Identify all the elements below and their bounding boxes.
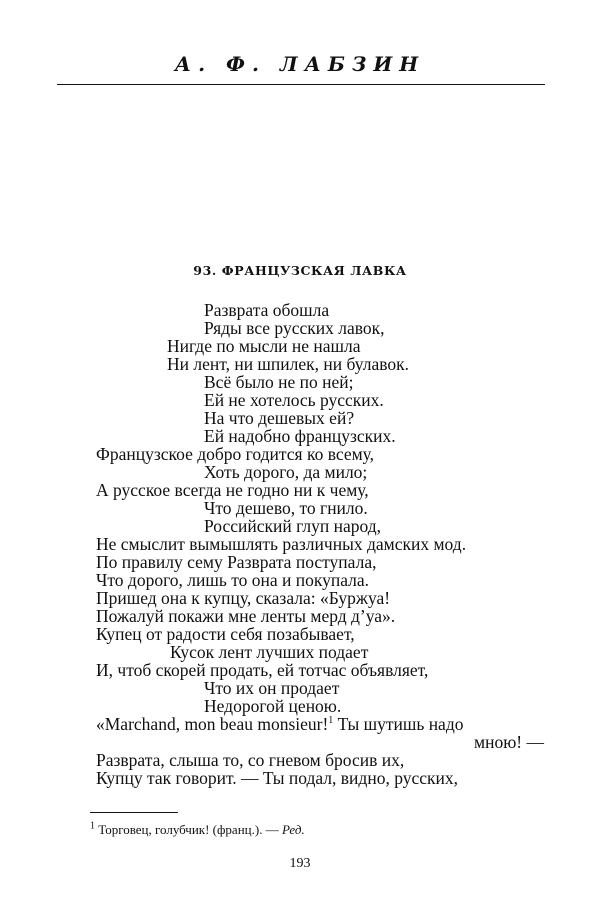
poem-title: 93. ФРАНЦУЗСКАЯ ЛАВКА (193, 263, 407, 278)
verse-line: Пожалуй покажи мне ленты мерд д’уа». (96, 606, 396, 626)
verse-line: Разврата обошла (204, 300, 330, 320)
verse-line: Всё было не по ней; (204, 372, 354, 392)
verse-line: На что дешевых ей? (204, 408, 355, 428)
verse-line: Что дешево, то гнило. (204, 498, 368, 518)
header-rule (57, 84, 545, 85)
verse-line: Что их он продает (204, 678, 340, 698)
verse-line: По правилу сему Разврата поступала, (96, 552, 377, 572)
verse-line: Ряды все русских лавок, (204, 318, 385, 338)
page-number: 193 (289, 856, 311, 871)
footnote-number: 1 (90, 820, 95, 832)
verse-line (96, 715, 463, 733)
verse-line: Хоть дорого, да мило; (204, 462, 368, 482)
verse-line: Разврата, слыша то, со гневом бросив их, (96, 750, 405, 770)
verse-line: И, чтоб скорей продать, ей тотчас объявляет, (96, 660, 429, 680)
verse-line: Ни лент, ни шпилек, ни булавок. (167, 354, 409, 374)
verse-line: А русское всегда не годно ни к чему, (96, 480, 369, 500)
verse-line: Купец от радости себя позабывает, (96, 624, 355, 644)
verse-line: Российский глуп народ, (204, 516, 382, 536)
verse-line: Кусок лент лучших подает (170, 642, 369, 662)
verse-text: Ты шутишь надо (337, 714, 464, 734)
verse-line-continuation: мною! — (474, 732, 544, 752)
verse-line: Французское добро годится ко всему, (96, 444, 375, 464)
verse-line: Купцу так говорит. — Ты подал, видно, русских, (96, 768, 458, 788)
verse-line: Пришед она к купцу, сказала: «Буржуа! (96, 588, 391, 608)
footnote-rule (90, 812, 178, 813)
verse-line: Недорогой ценою. (204, 696, 342, 716)
footnote-text: Торговец, голубчик! (франц.). — (98, 822, 279, 837)
footnote (90, 822, 305, 838)
verse-line: Ей не хотелось русских. (204, 390, 384, 410)
running-head: А. Ф. ЛАБЗИН (174, 52, 426, 76)
verse-line: Не смыслит вымышлять различных дамских мод. (96, 534, 467, 554)
footnote-editor-mark: Ред. (281, 822, 305, 837)
verse-line: Ей надобно французских. (204, 426, 396, 446)
verse-text: «Marchand, mon beau monsieur! (96, 714, 329, 734)
footnote-reference: 1 (328, 715, 334, 727)
verse-line: Что дорого, лишь то она и покупала. (96, 570, 370, 590)
verse-line: Нигде по мысли не нашла (167, 336, 361, 356)
